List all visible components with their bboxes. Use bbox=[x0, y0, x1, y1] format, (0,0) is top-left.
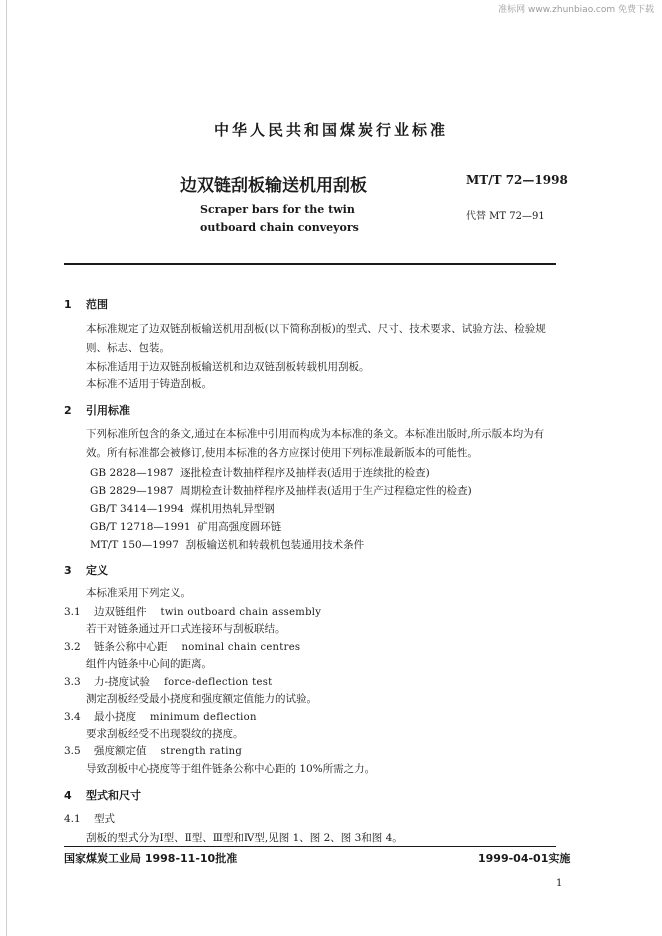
page-number: 1 bbox=[556, 878, 563, 889]
definition-term-en: nominal chain centres bbox=[181, 642, 301, 653]
section-number: 4 bbox=[64, 789, 72, 802]
definition-number: 3.4 bbox=[64, 711, 81, 723]
reference-name: 矿用高强度圆环链 bbox=[197, 521, 282, 533]
watermark: 准标网 www.zhunbiao.com 免费下载 bbox=[498, 5, 654, 15]
definition-number: 3.5 bbox=[64, 745, 81, 757]
section-3-intro: 本标准采用下列定义。 bbox=[86, 587, 191, 599]
definition-term: 边双链组件 bbox=[94, 606, 147, 618]
section-number: 1 bbox=[64, 298, 72, 311]
section-title: 定义 bbox=[86, 564, 108, 577]
definition-term-en: minimum deflection bbox=[150, 712, 257, 723]
english-title-line-2: outboard chain conveyors bbox=[200, 221, 359, 234]
section-3-heading bbox=[64, 562, 108, 578]
definition-body: 组件内链条中心间的距离。 bbox=[86, 658, 212, 670]
reference-code: GB/T 3414—1994 bbox=[90, 503, 184, 515]
subsection-title: 型式 bbox=[94, 813, 115, 825]
section-1-para-1: 本标准规定了边双链刮板输送机用刮板(以下简称刮板)的型式、尺寸、技术要求、试验方法、检验规则、标志、包装。 bbox=[86, 323, 546, 354]
reference-item bbox=[90, 519, 281, 534]
section-number: 3 bbox=[64, 564, 72, 577]
definition-heading bbox=[64, 674, 272, 689]
footer-divider bbox=[64, 846, 556, 847]
definition-term: 强度额定值 bbox=[94, 745, 147, 757]
definition-term-en: strength rating bbox=[160, 746, 243, 757]
definition-heading bbox=[64, 709, 257, 724]
definition-term: 力-挠度试验 bbox=[94, 676, 151, 688]
page-title: 边双链刮板输送机用刮板 bbox=[180, 176, 367, 196]
definition-number: 3.2 bbox=[64, 641, 81, 653]
definition-term: 链条公称中心距 bbox=[94, 641, 168, 653]
definition-term: 最小挠度 bbox=[94, 711, 136, 723]
replaces-standard: 代替 MT 72—91 bbox=[466, 211, 545, 222]
section-title: 型式和尺寸 bbox=[86, 789, 141, 802]
header-divider bbox=[64, 263, 556, 265]
reference-code: GB 2828—1987 bbox=[90, 467, 174, 479]
reference-name: 逐批检查计数抽样程序及抽样表(适用于连续批的检查) bbox=[180, 467, 430, 479]
standard-number: MT/T 72—1998 bbox=[466, 173, 568, 187]
effective-date: 1999-04-01实施 bbox=[478, 852, 571, 865]
definition-heading bbox=[64, 604, 321, 619]
section-title: 引用标准 bbox=[86, 404, 130, 417]
section-2-para-1: 下列标准所包含的条文,通过在本标准中引用而构成为本标准的条文。本标准出版时,所示版本均为有效。所有标准都会被修订,使用本标准的各方应探讨使用下列标准最新版本的可能性。 bbox=[86, 428, 545, 459]
reference-code: GB 2829—1987 bbox=[90, 485, 174, 497]
reference-code: GB/T 12718—1991 bbox=[90, 521, 191, 533]
subsection-number: 4.1 bbox=[64, 813, 81, 825]
approval-line: 国家煤炭工业局 1998-11-10批准 bbox=[64, 852, 238, 865]
definition-number: 3.3 bbox=[64, 676, 81, 688]
section-number: 2 bbox=[64, 404, 72, 417]
subsection-4-1-heading bbox=[64, 811, 115, 826]
reference-item bbox=[90, 465, 430, 480]
section-4-para-1: 刮板的型式分为Ⅰ型、Ⅱ型、Ⅲ型和Ⅳ型,见图 1、图 2、图 3和图 4。 bbox=[86, 832, 403, 844]
section-1-para-2: 本标准适用于边双链刮板输送机和边双链刮板转载机用刮板。 bbox=[86, 361, 370, 373]
definition-heading bbox=[64, 639, 300, 654]
definition-body: 要求刮板经受不出现裂纹的挠度。 bbox=[86, 728, 244, 740]
definition-term-en: force-deflection test bbox=[164, 677, 273, 688]
definition-body: 测定刮板经受最小挠度和强度额定值能力的试验。 bbox=[86, 693, 317, 705]
definition-term-en: twin outboard chain assembly bbox=[160, 607, 322, 618]
reference-item bbox=[90, 483, 472, 498]
reference-code: MT/T 150—1997 bbox=[90, 539, 179, 551]
section-2-heading bbox=[64, 402, 130, 418]
definition-body: 若干对链条通过开口式连接环与刮板联结。 bbox=[86, 623, 286, 635]
reference-item bbox=[90, 501, 275, 516]
section-1-para-3: 本标准不适用于铸造刮板。 bbox=[86, 378, 212, 390]
reference-name: 周期检查计数抽样程序及抽样表(适用于生产过程稳定性的检查) bbox=[180, 485, 472, 497]
definition-number: 3.1 bbox=[64, 606, 81, 618]
section-1-heading bbox=[64, 296, 108, 312]
reference-name: 刮板输送机和转载机包装通用技术条件 bbox=[185, 539, 365, 551]
reference-item bbox=[90, 537, 364, 552]
definition-heading bbox=[64, 743, 242, 758]
definition-body: 导致刮板中心挠度等于组件链条公称中心距的 10%所需之力。 bbox=[86, 763, 376, 775]
issuing-org: 中华人民共和国煤炭行业标准 bbox=[213, 121, 448, 139]
reference-name: 煤机用热轧异型钢 bbox=[190, 503, 275, 515]
scan-edge-line bbox=[6, 0, 7, 936]
section-4-heading bbox=[64, 787, 141, 803]
english-title-line-1: Scraper bars for the twin bbox=[200, 203, 355, 216]
section-title: 范围 bbox=[86, 298, 108, 311]
